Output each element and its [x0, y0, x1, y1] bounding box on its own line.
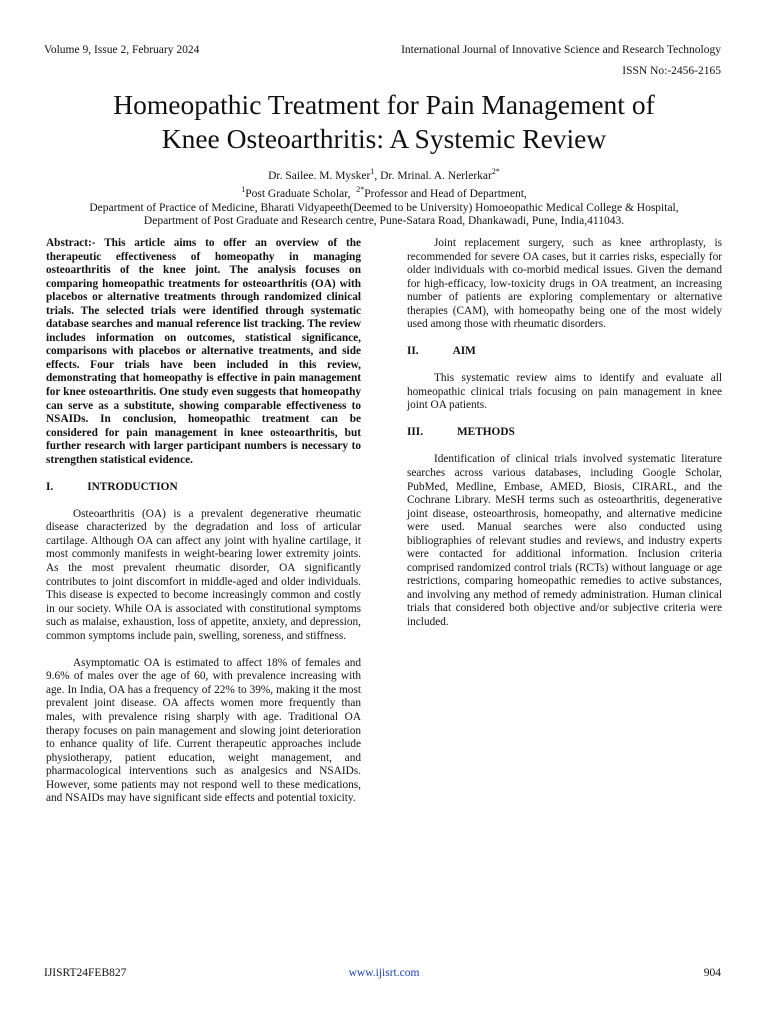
aff-2-sup: 2*	[356, 185, 365, 195]
affiliations	[30, 183, 738, 201]
section-heading-methods	[407, 426, 722, 440]
section-number: III.	[407, 426, 424, 439]
right-column	[407, 237, 722, 630]
section-number: II.	[407, 345, 419, 358]
paper-title	[30, 88, 738, 156]
issn: ISSN No:-2456-2165	[622, 65, 721, 77]
page-number: 904	[703, 967, 721, 979]
section-title: INTRODUCTION	[87, 480, 178, 493]
author-2-sup: 2*	[491, 167, 500, 176]
aim-paragraph: This systematic review aims to identify and evaluate all homeopathic clinical trials focusing on pain management in knee joint OA patients.	[407, 372, 722, 412]
volume-issue: Volume 9, Issue 2, February 2024	[44, 44, 200, 56]
article-code: IJISRT24FEB827	[44, 967, 127, 979]
left-column	[46, 237, 361, 806]
department-line-1: Department of Practice of Medicine, Bharati Vidyapeeth(Deemed to be University) Homoeopathic Medical College & Hospital,	[89, 201, 679, 214]
journal-name: International Journal of Innovative Science and Research Technology	[401, 44, 721, 56]
aff-1: Post Graduate Scholar,	[245, 188, 351, 201]
aff-1-sup: 1	[241, 185, 246, 195]
title-line-2: Knee Osteoarthritis: A Systemic Review	[161, 123, 607, 154]
title-line-1: Homeopathic Treatment for Pain Management of	[113, 89, 655, 120]
website-link[interactable]: www.ijisrt.com	[348, 967, 420, 979]
author-names	[30, 165, 738, 183]
author-1-sup: 1	[370, 167, 375, 176]
abstract: Abstract:- This article aims to offer an overview of the therapeutic effectiveness of homeopathy in managing osteoarthritis of the knee joint. The analysis focuses on comparing homeopathic treatments for osteoarthritis (OA) with placebos or alternative treatments through randomized clinical trials. The selected trials were identified through systematic database searches and manual reference list tracking. The review includes information on outcomes, statistical significance, comparisons with placebos or alternative treatments, and side effects. Four trials have been included in this review, demonstrating that homeopathy is effective in pain management for knee osteoarthritis. One study even suggests that homeopathy can serve as a substitute, showing comparable effectiveness to NSAIDs. In conclusion, homeopathic treatment can be considered for pain management in knee osteoarthritis, but further research with larger participant numbers is necessary to strengthen statistical evidence.	[46, 237, 361, 466]
intro-paragraph-1: Osteoarthritis (OA) is a prevalent degenerative rheumatic disease characterized by the degradation and loss of articular cartilage. Although OA can affect any joint with hyaline cartilage, it most commonly manifests in weight-bearing lower extremity joints. As the most prevalent rheumatic disorder, OA significantly contributes to joint discomfort in middle-aged and older individuals. This disease is expected to become increasingly common and costly in our society. While OA is associated with constitutional symptoms such as malaise, exhaustion, loss of appetite, anxiety, and depression, common symptoms include pain, swelling, soreness, and stiffness.	[46, 507, 361, 642]
section-heading-introduction	[46, 481, 361, 495]
aff-2: Professor and Head of Department,	[364, 188, 527, 201]
author-block	[30, 165, 738, 229]
author-2: , Dr. Mrinal. A. Nerlerkar	[374, 169, 492, 182]
intro-paragraph-2: Asymptomatic OA is estimated to affect 18% of females and 9.6% of males over the age of 60, with prevalence increasing with age. In India, OA has a frequency of 22% to 39%, making it the most prevalent joint disease. OA affects women more frequently than males, with prevalence rising sharply with age. Traditional OA therapy focuses on pain management and slowing joint deterioration to enhance quality of life. Current therapeutic approaches include physiotherapy, patient education, weight management, and pharmacological interventions such as analgesics and NSAIDs. However, some patients may not respond well to these medications, and NSAIDs may have significant side effects and potential toxicity.	[46, 656, 361, 805]
department-line-2: Department of Post Graduate and Research centre, Pune-Satara Road, Dhankawadi, Pune, India,411043.	[143, 215, 625, 228]
section-number: I.	[46, 480, 54, 493]
section-title: METHODS	[457, 426, 515, 439]
section-title: AIM	[452, 345, 476, 358]
methods-paragraph: Identification of clinical trials involved systematic literature searches across various databases, including Google Scholar, PubMed, Medline, Embase, AMED, Biosis, CIRARL, and the Cochrane Library. MeSH terms such as osteoarthritis, degenerative joint disease, osteoarthrosis, homeopathy, and alternative medicine were used. Manual searches were also conducted using bibliographies of relevant studies and reviews, and industry experts were contacted for additional information. Inclusion criteria comprised randomized control trials (RCTs) without language or age restrictions, comparing homeopathic remedies to active substances, and involving any method of remedy administration. Human clinical trials that considered both objective and/or subjective criteria were included.	[407, 453, 722, 629]
author-1: Dr. Sailee. M. Mysker	[268, 169, 371, 182]
intro-paragraph-3: Joint replacement surgery, such as knee arthroplasty, is recommended for severe OA cases, but it carries risks, especially for older individuals with co-morbid medical issues. Given the demand for high-efficacy, low-toxicity drugs in OA treatment, an increasing number of patients are exploring complementary or alternative therapies (CAM), with homeopathy being one of the most widely used among those with rheumatic disorders.	[407, 237, 722, 331]
section-heading-aim	[407, 345, 722, 359]
